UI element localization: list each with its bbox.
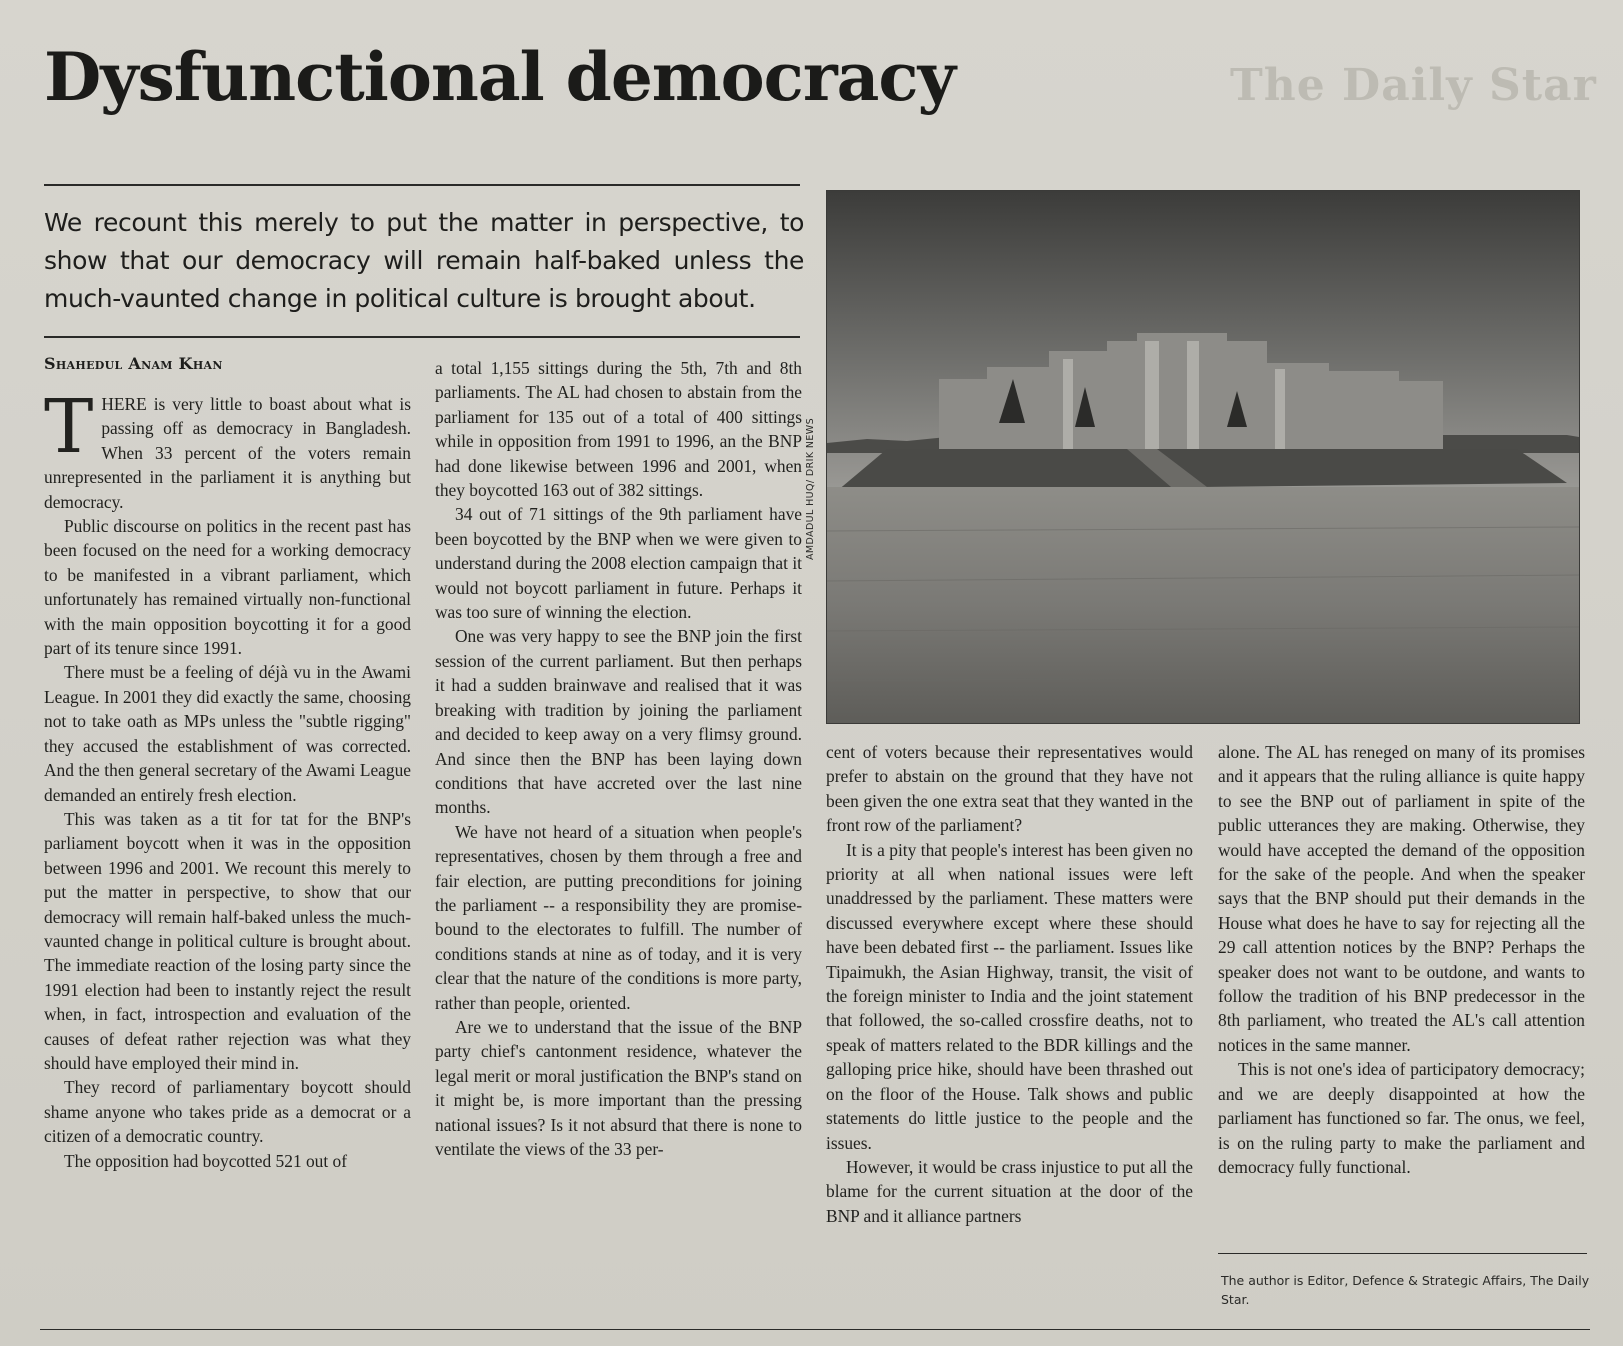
paragraph: We have not heard of a situation when people's representatives, chosen by them through a free and fair election, are putting preconditions for joining the parliament -- a responsibility they are promise-bound to the electorates to fulfill. The number of conditions stands at nine as of today, and it is very clear that the nature of the conditions is more party, rather than people, oriented. (435, 821, 802, 1013)
paragraph: They record of parliamentary boycott should shame anyone who takes pride as a democrat or a citizen of a democratic country. (44, 1077, 411, 1147)
column-3 (826, 740, 1193, 1228)
headline: Dysfunctional democracy (44, 38, 955, 116)
paragraph: Are we to understand that the issue of the BNP party chief's cantonment residence, whatever the legal merit or moral justification the BNP's stand on it might be, is more important than the pressing national issues? Is it not absurd that there is none to ventilate the views of the 33 per- (435, 1016, 802, 1159)
page-bottom-rule (40, 1329, 1590, 1330)
paragraph: alone. The AL has reneged on many of its promises and it appears that the ruling alliance is quite happy to see the BNP out of parliament in spite of the public utterances they are making. Otherwise, they would have accepted the demand of the opposition for the sake of the people. And when the speaker says that the BNP should put their demands in the House what does he have to say for rejecting all the 29 call attention notices by the BNP? Perhaps the speaker does not want to be outdone, and wants to follow the tradition of his BNP predecessor in the 8th parliament, who treated the AL's call attention notices in the same manner. (1218, 742, 1585, 1055)
photo-credit: AMDADUL HUQ/ DRIK NEWS (805, 417, 816, 560)
paragraph: Public discourse on politics in the recent past has been focused on the need for a working democracy to be manifested in a vibrant parliament, which unfortunately has remained virtually non-functional with the main opposition boycotting it for a good part of its tenure since 1991. (44, 516, 411, 659)
drop-cap: T (44, 384, 94, 470)
parliament-photo (826, 190, 1580, 724)
paragraph: This is not one's idea of participatory democracy; and we are deeply disappointed at how the parliament has functioned so far. The onus, we feel, is on the ruling party to make the parliament and democracy fully functional. (1218, 1059, 1585, 1177)
column-1 (44, 384, 411, 1173)
pullquote-bottom-rule (44, 336, 800, 338)
paragraph-text: HERE is very little to boast about what is passing off as democracy in Bangladesh. When 33 percent of the voters remain unrepresented in the parliament it is anything but democracy. (44, 394, 411, 512)
author-note: The author is Editor, Defence & Strategic Affairs, The Daily Star. (1221, 1273, 1590, 1307)
paragraph: There must be a feeling of déjà vu in the Awami League. In 2001 they did exactly the same, choosing not to take oath as MPs unless the "subtle rigging" they accused the establishment of was corrected. And the then general secretary of the Awami League demanded an entirely fresh election. (44, 662, 411, 805)
paragraph: The opposition had boycotted 521 out of (64, 1150, 348, 1171)
bleed-through-text: The Daily Star (1230, 60, 1597, 111)
author-note-rule (1218, 1253, 1587, 1254)
paragraph: This was taken as a tit for tat for the BNP's parliament boycott when it was in the opposition between 1996 and 2001. We recount this merely to put the matter in perspective, to show that our democracy will remain half-baked unless the much-vaunted change in political culture is brought about. The immediate reaction of the losing party since the 1991 election had been to instantly reject the result when, in fact, introspection and evaluation of the causes of defeat rather rejection was what they should have employed their mind in. (44, 808, 411, 1073)
paragraph: However, it would be crass injustice to put all the blame for the current situation at the door of the BNP and it alliance partners (826, 1156, 1193, 1226)
pullquote-top-rule (44, 184, 800, 186)
paragraph: It is a pity that people's interest has been given no priority at all when national issues were left unaddressed by the parliament. These matters were discussed everywhere except where these should have been debated first -- the parliament. Issues like Tipaimukh, the Asian Highway, transit, the visit of the foreign minister to India and the joint statement that followed, the so-called crossfire deaths, not to speak of matters related to the BDR killings and the galloping price hike, should have been thrashed out on the floor of the House. Talk shows and public statements do little justice to the people and the issues. (826, 839, 1193, 1153)
parliament-photo-image (827, 191, 1579, 723)
paragraph: a total 1,155 sittings during the 5th, 7th and 8th parliaments. The AL had chosen to abstain from the parliament for 135 out of a total of 400 sittings while in opposition from 1991 to 1996, an the BNP had done likewise between 1996 and 2001, when they boycotted 163 out of 382 sittings. (435, 358, 802, 501)
column-2 (435, 356, 802, 1161)
byline: Shahedul Anam Khan (44, 354, 223, 373)
paragraph: cent of voters because their representatives would prefer to abstain on the ground that they have not been given the one extra seat that they wanted in the front row of the parliament? (826, 742, 1193, 836)
paragraph: One was very happy to see the BNP join the first session of the current parliament. But then perhaps it had a sudden brainwave and realised that it was breaking with tradition by joining the parliament and decided to keep away on a very flimsy ground. And since then the BNP has been laying down conditions that have accreted over the last nine months. (435, 626, 802, 818)
paragraph (44, 384, 411, 514)
column-4 (1218, 740, 1585, 1179)
pull-quote: We recount this merely to put the matter in perspective, to show that our democracy will remain half-baked unless the much-vaunted change in political culture is brought about. (44, 208, 804, 313)
paragraph: 34 out of 71 sittings of the 9th parliament have been boycotted by the BNP when we were given to understand during the 2008 election campaign that it would not boycott parliament in future. Perhaps it was too sure of winning the election. (435, 504, 802, 623)
